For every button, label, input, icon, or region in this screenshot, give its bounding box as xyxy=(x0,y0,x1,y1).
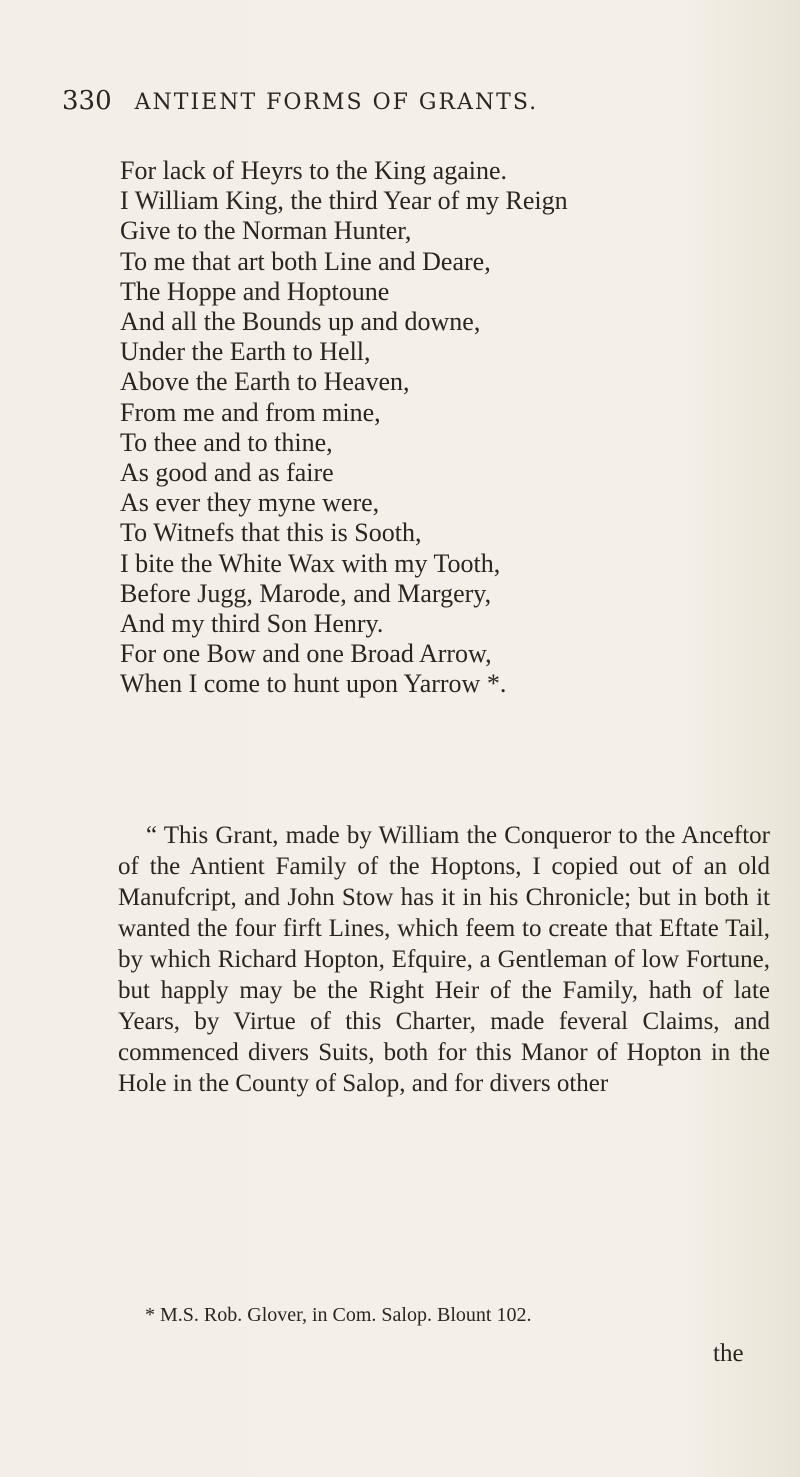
verse-line: To thee and to thine, xyxy=(120,427,333,457)
running-header xyxy=(62,86,742,118)
verse-line: For one Bow and one Broad Arrow, xyxy=(120,639,492,669)
verse-line: For lack of Heyrs to the King againe. xyxy=(120,156,508,185)
verse-line: To Witnefs that this is Sooth, xyxy=(120,518,422,548)
verse-line: As good and as faire xyxy=(120,458,334,488)
verse-line: To me that art both Line and Deare, xyxy=(120,246,491,276)
verse-line: And all the Bounds up and downe, xyxy=(120,307,481,337)
charter-verse xyxy=(120,156,760,700)
verse-line: From me and from mine, xyxy=(120,397,381,427)
footnote: * M.S. Rob. Glover, in Com. Salop. Blount 102. xyxy=(145,1304,532,1326)
verse-line: I bite the White Wax with my Tooth, xyxy=(120,548,501,578)
verse-line: Above the Earth to Heaven, xyxy=(120,367,410,397)
commentary-paragraph: “ This Grant, made by William the Conqueror to the Anceftor of the Antient Family of the Hoptons, I copied out of an old Manufcript, and John Stow has it in his Chronicle; but in both it wanted the four firft Lines, which feem to create that Eftate Tail, by which Richard Hopton, Efquire, a Gentleman of low Fortune, but happly may be the Right Heir of the Family, hath of late Years, by Virtue of this Charter, made feveral Claims, and commenced divers Suits, both for this Manor of Hopton in the Hole in the County of Salop, and for divers other xyxy=(118,822,770,1097)
catchword: the xyxy=(713,1340,744,1367)
running-title: ANTIENT FORMS OF GRANTS. xyxy=(134,90,539,115)
verse-line: As ever they myne were, xyxy=(120,488,380,518)
verse-line: I William King, the third Year of my Reign xyxy=(120,186,568,216)
verse-line: And my third Son Henry. xyxy=(120,609,384,639)
page-number: 330 xyxy=(62,86,112,116)
verse-line: Give to the Norman Hunter, xyxy=(120,216,412,246)
verse-line: Under the Earth to Hell, xyxy=(120,337,371,367)
verse-line: The Hoppe and Hoptoune xyxy=(120,276,390,306)
verse-line: Before Jugg, Marode, and Margery, xyxy=(120,578,492,608)
verse-line: When I come to hunt upon Yarrow *. xyxy=(120,669,507,699)
